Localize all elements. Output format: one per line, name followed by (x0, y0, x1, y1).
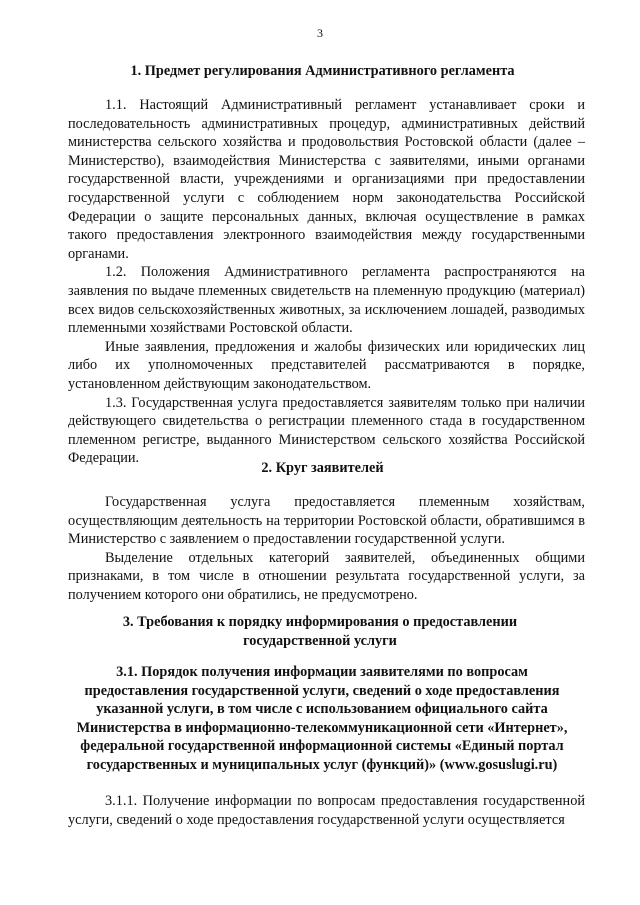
section-2-title: 2. Круг заявителей (261, 460, 384, 476)
paragraph-1-2-other: Иные заявления, предложения и жалобы физических или юридических лиц либо их уполномоченных представителей рассматриваются в порядке, установленном действующим законодательством. (68, 338, 585, 392)
paragraph-1-3: 1.3. Государственная услуга предоставляется заявителям только при наличии действующего свидетельства о регистрации племенного стада в государственном племенном регистре, выданного Министерством сельского хозяйства Российской Федерации. (68, 394, 585, 467)
page-number: 3 (317, 26, 323, 40)
paragraph-2-2: Выделение отдельных категорий заявителей, объединенных общими признаками, в том числе в отношении результата государственной услуги, за получением которого они обратились, не предусмотрено. (68, 549, 585, 603)
section-2-body (68, 493, 585, 605)
section-1-body (68, 96, 585, 468)
paragraph-1-1: 1.1. Настоящий Административный регламент устанавливает сроки и последовательность административных процедур, административных действий министерства сельского хозяйства и продовольствия Ростовской области (далее – Министерство), взаимодействия Министерства с заявителями, иными органами государственной власти, учреждениями и организациями при предоставлении государственной услуги с соблюдением норм законодательства Российской Федерации о защите персональных данных, включая осуществление в рамках такого предоставления электронного взаимодействия между государственными органами. (68, 97, 585, 262)
paragraph-2-1: Государственная услуга предоставляется племенным хозяйствам, осуществляющим деятельность на территории Ростовской области, обратившимся в Министерство с заявлением о предоставлении государственной услуги. (68, 494, 585, 548)
section-3-1-title: 3.1. Порядок получения информации заявителями по вопросам предоставления государственной услуги, сведений о ходе предоставления указанной услуги, в том числе с использованием официального сайта Министерства в информационно-телекоммуникационной сети «Интернет», федеральной государственной информационной системы «Единый портал государственных и муниципальных услуг (функций)» (www.gosuslugi.ru) (76, 664, 568, 773)
paragraph-3-1-1: 3.1.1. Получение информации по вопросам предоставления государственной услуги, сведений о ходе предоставления государственной услуги осуществляется (68, 793, 585, 828)
section-1-title: 1. Предмет регулирования Административного регламента (130, 63, 515, 79)
section-3-title: 3. Требования к порядку информирования о предоставлении государственной услуги (122, 614, 518, 649)
section-3-body (68, 792, 585, 829)
paragraph-1-2: 1.2. Положения Административного регламента распространяются на заявления по выдаче племенных свидетельств на племенную продукцию (материал) всех видов сельскохозяйственных животных, за исключением лошадей, разводимых племенными хозяйствами Ростовской области. (68, 264, 585, 337)
